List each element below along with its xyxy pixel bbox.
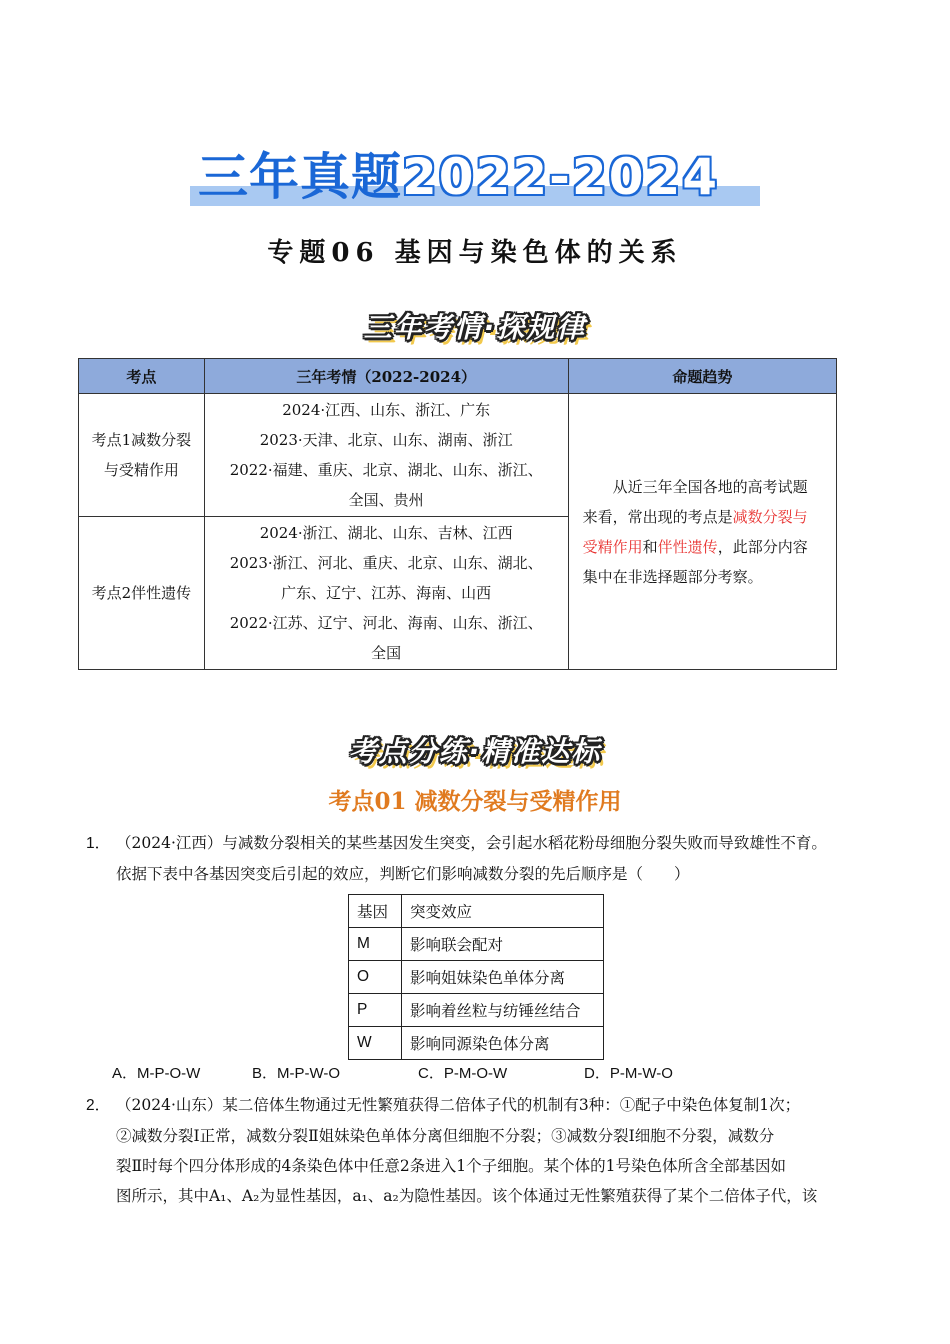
- question-line: 裂Ⅱ时每个四分体形成的4条染色体中任意2条进入1个子细胞。某个体的1号染色体所含全部基因如: [116, 1157, 786, 1175]
- header-trend: 命题趋势: [568, 359, 836, 394]
- option-a[interactable]: A．M-P-O-W: [112, 1065, 201, 1082]
- effect-cell: 影响姐妹染色单体分离: [402, 961, 604, 994]
- table-row: [349, 1027, 604, 1060]
- question-1: [86, 828, 866, 889]
- trend-text: 从近三年全国各地的高考试题来看，常出现的考点是: [582, 477, 808, 526]
- trend-text: 和: [642, 537, 658, 556]
- table-row: [349, 895, 604, 928]
- years-cell: [204, 517, 568, 670]
- effect-cell: 影响联会配对: [402, 928, 604, 961]
- section-banner-trends: 三年考情·探规律: [363, 311, 587, 344]
- question-line: 依据下表中各基因突变后引起的效应，判断它们影响减数分裂的先后顺序是（ ）: [116, 865, 690, 883]
- years-line: 2022·江苏、辽宁、河北、海南、山东、浙江、: [229, 614, 543, 632]
- question-line: [86, 1090, 866, 1121]
- gene-effect-table: [348, 894, 604, 1060]
- banner-years-text: 2022-2024: [402, 148, 720, 206]
- option-c[interactable]: C．P-M-O-W: [418, 1065, 508, 1082]
- topic-cell: 考点2伴性遗传: [79, 517, 205, 670]
- trend-highlight-sexlinked: 伴性遗传: [657, 537, 718, 556]
- exam-summary-table: [78, 358, 837, 670]
- years-line: 全国、贵州: [348, 491, 424, 509]
- years-line: 2022·福建、重庆、北京、湖北、山东、浙江、: [229, 461, 543, 479]
- question-text: （2024·山东）某二倍体生物通过无性繁殖获得二倍体子代的机制有3种：①配子中染色体复制1次；: [116, 1096, 801, 1114]
- years-line: 2023·浙江、河北、重庆、北京、山东、湖北、: [229, 554, 543, 572]
- years-cell: [204, 394, 568, 517]
- effect-cell: 影响着丝粒与纺锤丝结合: [402, 994, 604, 1027]
- question-number: 1．: [86, 835, 111, 852]
- option-d[interactable]: D．P-M-W-O: [584, 1065, 673, 1082]
- topic-cell: 考点1减数分裂与受精作用: [79, 394, 205, 517]
- table-header-row: [79, 359, 837, 394]
- years-line: 2024·江西、山东、浙江、广东: [282, 401, 491, 419]
- gene-cell: O: [349, 961, 402, 994]
- question-line: 图所示，其中A₁、A₂为显性基因，a₁、a₂为隐性基因。该个体通过无性繁殖获得了某个二倍体子代，该: [116, 1187, 818, 1205]
- trend-highlight-meiosis: 减数分裂与受精作用: [582, 507, 808, 556]
- document-title: 专题06 基因与染色体的关系: [267, 238, 683, 268]
- topic-heading: 考点01 减数分裂与受精作用: [328, 788, 622, 815]
- table-row: [79, 394, 837, 517]
- trend-cell: [568, 394, 836, 670]
- table-row: [349, 961, 604, 994]
- effect-header: 突变效应: [402, 895, 604, 928]
- trend-text: ，此部分内容集中在非选择题部分考察。: [582, 537, 808, 586]
- banner-text: [198, 146, 719, 208]
- years-line: 2024·浙江、湖北、山东、吉林、江西: [259, 524, 513, 542]
- option-b[interactable]: B．M-P-W-O: [252, 1065, 341, 1082]
- title-banner: [190, 146, 760, 208]
- years-line: 全国: [371, 644, 402, 662]
- table-row: [349, 994, 604, 1027]
- question-text: （2024·江西）与减数分裂相关的某些基因发生突变，会引起水稻花粉母细胞分裂失败而导致雄性不育。: [116, 834, 827, 852]
- question-2: [86, 1090, 866, 1211]
- gene-cell: P: [349, 994, 402, 1027]
- header-years: 三年考情（2022-2024）: [204, 359, 568, 394]
- gene-cell: M: [349, 928, 402, 961]
- section-banner-practice: 考点分练·精准达标: [348, 735, 602, 768]
- question-number: 2．: [86, 1097, 111, 1114]
- header-topic: 考点: [79, 359, 205, 394]
- gene-header: 基因: [349, 895, 402, 928]
- question-line: ②减数分裂Ⅰ正常，减数分裂Ⅱ姐妹染色单体分离但细胞不分裂；③减数分裂Ⅰ细胞不分裂，减数分: [116, 1127, 775, 1145]
- years-line: 2023·天津、北京、山东、湖南、浙江: [259, 431, 513, 449]
- years-line: 广东、辽宁、江苏、海南、山西: [281, 584, 492, 602]
- gene-cell: W: [349, 1027, 402, 1060]
- effect-cell: 影响同源染色体分离: [402, 1027, 604, 1060]
- banner-main-text: 三年真题: [198, 148, 402, 206]
- question-line: [86, 828, 866, 859]
- table-row: [349, 928, 604, 961]
